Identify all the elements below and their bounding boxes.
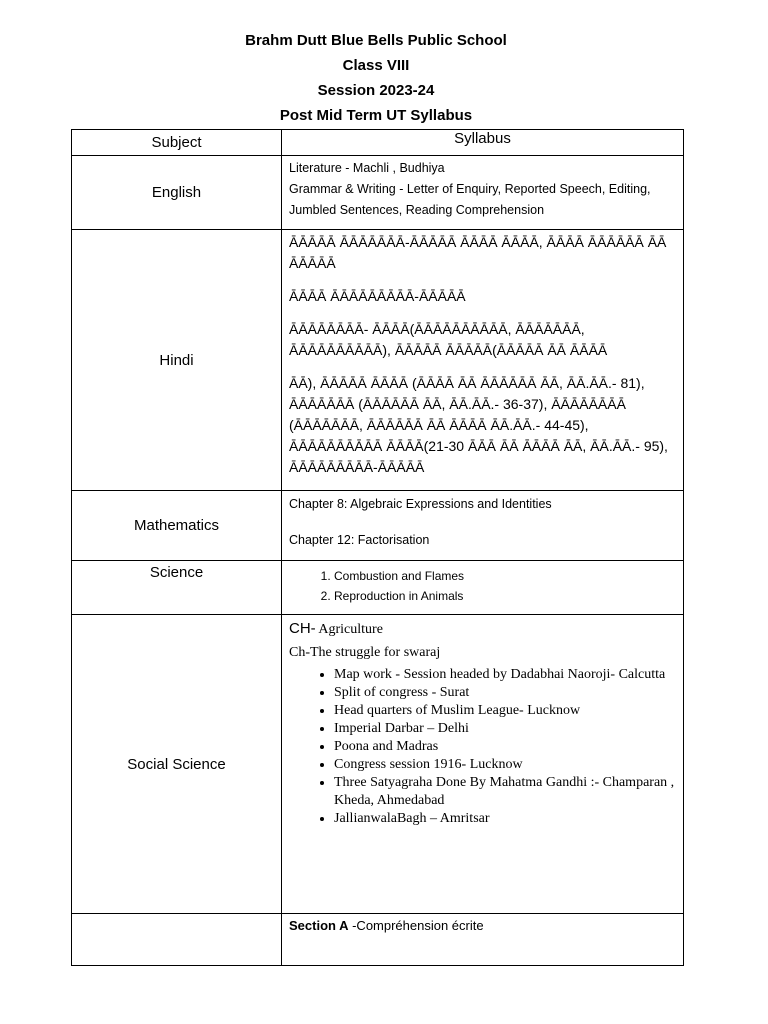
english-line: Literature - Machli , Budhiya	[289, 161, 445, 175]
list-item: • Map work - Session headed by Dadabhai Naoroji- Calcutta	[334, 666, 675, 684]
social-chapter-2: Ch-The struggle for swaraj	[289, 645, 441, 660]
list-item: • Split of congress - Surat	[334, 684, 675, 702]
list-item: • Three Satyagraha Done By Mahatma Gandhi :- Champaran , Kheda, Ahmedabad	[334, 774, 675, 810]
hindi-paragraph: ĀĀ), ĀĀĀĀĀ ĀĀĀĀ (ĀĀĀĀ ĀĀ ĀĀĀĀĀĀ ĀĀ, ĀĀ.ĀĀ.- 81), ĀĀĀĀĀĀĀ (ĀĀĀĀĀĀ ĀĀ, ĀĀ.ĀĀ.- 36-37), ĀĀĀĀĀĀĀĀ (ĀĀĀĀĀĀĀ, ĀĀĀĀĀĀ ĀĀ ĀĀĀĀ ĀĀ.ĀĀ.- 44-45), ĀĀĀĀĀĀĀĀĀĀ ĀĀĀĀ(21-30 ĀĀĀ ĀĀ ĀĀĀĀ ĀĀ, ĀĀ.ĀĀ.- 95), ĀĀĀĀĀĀĀĀĀ-ĀĀĀĀĀ	[289, 375, 668, 475]
subject-hindi: Hindi	[72, 230, 282, 491]
social-bullet-list	[289, 666, 675, 828]
subject-science: Science	[72, 561, 282, 615]
table-row-science	[72, 561, 684, 615]
school-name: Brahm Dutt Blue Bells Public School	[245, 32, 507, 49]
chapter-name: Agriculture	[315, 622, 383, 637]
table-header-row	[72, 130, 684, 156]
english-line: Grammar & Writing - Letter of Enquiry, Reported Speech, Editing,	[289, 182, 651, 196]
math-chapter: Chapter 12: Factorisation	[289, 533, 430, 547]
syllabus-english	[282, 156, 684, 230]
french-section	[289, 918, 675, 933]
hindi-paragraph: ĀĀĀĀ ĀĀĀĀĀĀĀĀĀ-ĀĀĀĀĀ	[289, 288, 466, 304]
hindi-paragraph: ĀĀĀĀĀ ĀĀĀĀĀĀĀ-ĀĀĀĀĀ ĀĀĀĀ ĀĀĀĀ, ĀĀĀĀ ĀĀĀĀĀĀ ĀĀ ĀĀĀĀĀ	[289, 234, 667, 271]
list-item: • Imperial Darbar – Delhi	[334, 720, 675, 738]
subject-social-science: Social Science	[72, 615, 282, 914]
section-label: Section A	[289, 918, 349, 933]
hindi-paragraph: ĀĀĀĀĀĀĀĀ- ĀĀĀĀ(ĀĀĀĀĀĀĀĀĀĀ, ĀĀĀĀĀĀĀ, ĀĀĀĀĀĀĀĀĀĀ), ĀĀĀĀĀ ĀĀĀĀĀ(ĀĀĀĀĀ ĀĀ ĀĀĀĀ	[289, 321, 608, 358]
exam-title: Post Mid Term UT Syllabus	[279, 107, 473, 124]
syllabus-social-science	[282, 615, 684, 914]
list-item: 2. Reproduction in Animals	[334, 586, 675, 606]
table-row-french	[72, 914, 684, 966]
math-chapter: Chapter 8: Algebraic Expressions and Identities	[289, 497, 552, 511]
table-row-mathematics	[72, 491, 684, 561]
subject-mathematics: Mathematics	[72, 491, 282, 561]
list-item: • Head quarters of Muslim League- Lucknow	[334, 702, 675, 720]
syllabus-mathematics	[282, 491, 684, 561]
subject-column-header: Subject	[72, 130, 282, 156]
syllabus-french	[282, 914, 684, 966]
subject-english: English	[72, 156, 282, 230]
list-item: 1. Combustion and Flames	[334, 566, 675, 586]
syllabus-science	[282, 561, 684, 615]
session-title: Session 2023-24	[317, 82, 435, 99]
subject-french	[72, 914, 282, 966]
table-row-english	[72, 156, 684, 230]
social-chapter-1	[289, 620, 675, 639]
list-item: • Poona and Madras	[334, 738, 675, 756]
list-item: • Congress session 1916- Lucknow	[334, 756, 675, 774]
class-title: Class VIII	[342, 57, 410, 74]
science-topic-list	[289, 566, 675, 606]
syllabus-table	[71, 129, 684, 966]
syllabus-column-header: Syllabus	[282, 130, 684, 156]
chapter-prefix: CH-	[289, 620, 316, 637]
table-row-social-science	[72, 615, 684, 914]
section-text: -Compréhension écrite	[348, 918, 484, 933]
syllabus-hindi	[282, 230, 684, 491]
document-header	[0, 28, 752, 128]
table-row-hindi	[72, 230, 684, 491]
english-line: Jumbled Sentences, Reading Comprehension	[289, 203, 545, 217]
list-item: • JallianwalaBagh – Amritsar	[334, 810, 675, 828]
